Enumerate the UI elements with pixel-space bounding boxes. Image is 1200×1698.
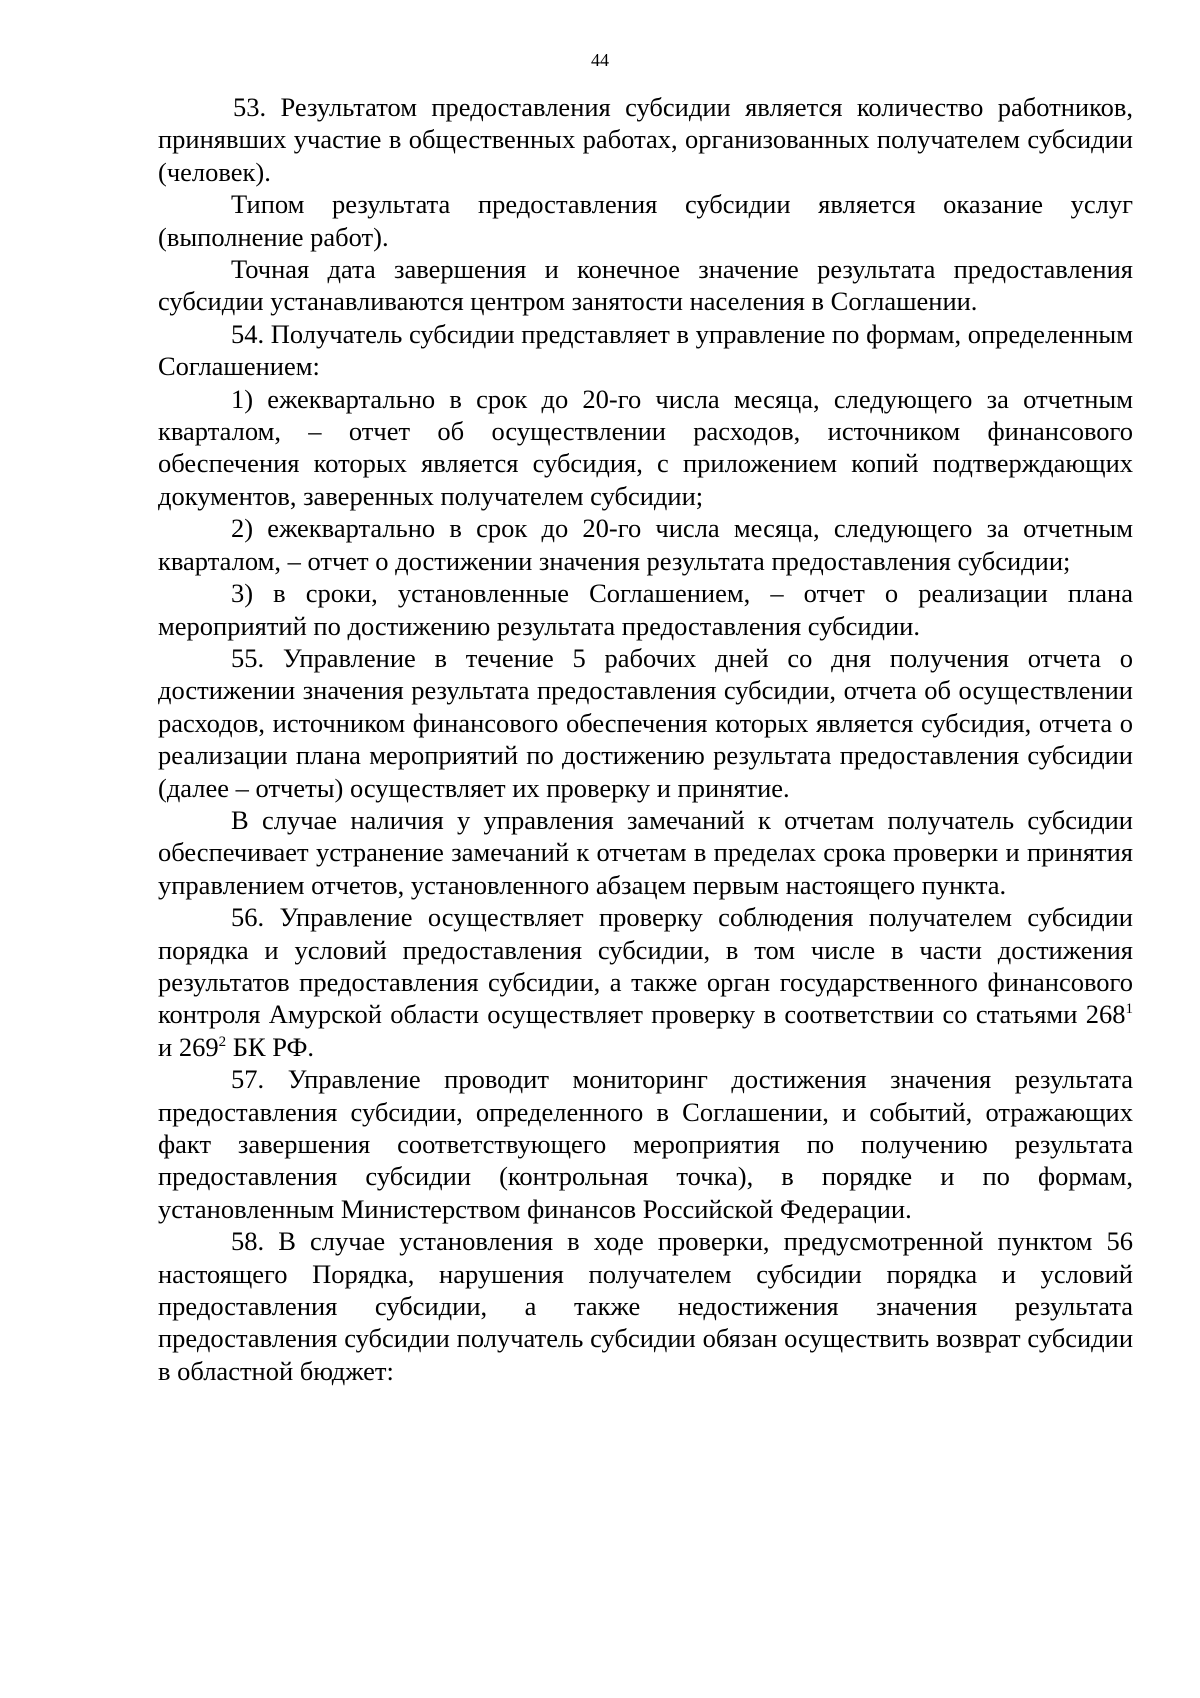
- paragraph-55: 55. Управление в течение 5 рабочих дней со дня получения отчета о достижении значения результата предоставления субсидии, отчета об осуществлении расходов, источником финансового обеспечения которых является субсидия, отчета о реализации плана мероприятий по достижению результата предоставления субсидии (далее – отчеты) осуществляет их проверку и принятие.: [158, 642, 1133, 803]
- paragraph-53-result-type: Типом результата предоставления субсидии является оказание услуг (выполнение работ).: [158, 189, 1133, 252]
- paragraph-57: 57. Управление проводит мониторинг достижения значения результата предоставления субсидии, определенного в Соглашении, и событий, отражающих факт завершения соответствующего мероприятия по получению результата предоставления субсидии (контрольная точка), в порядке и по формам, установленным Министерством финансов Российской Федерации.: [158, 1064, 1133, 1224]
- paragraph-54-item-1: 1) ежеквартально в срок до 20-го числа месяца, следующего за отчетным кварталом, – отчет об осуществлении расходов, источником финансового обеспечения которых является субсидия, с приложением копий подтверждающих документов, заверенных получателем субсидии;: [158, 383, 1133, 511]
- page-number: 44: [591, 50, 609, 70]
- paragraph-56: [158, 901, 1133, 1063]
- article-268: 268: [1085, 999, 1126, 1030]
- paragraph-58: 58. В случае установления в ходе проверки, предусмотренной пунктом 56 настоящего Порядка, нарушения получателем субсидии порядка и условий предоставления субсидии, а также недостижения значения результата предоставления субсидии получатель субсидии обязан осуществить возврат субсидии в областной бюджет:: [158, 1226, 1133, 1386]
- article-268-superscript: 1: [1125, 1001, 1133, 1018]
- paragraph-55-remarks: В случае наличия у управления замечаний к отчетам получатель субсидии обеспечивает устранение замечаний к отчетам в пределах срока проверки и принятия управлением отчетов, установленного абзацем первым настоящего пункта.: [158, 804, 1133, 900]
- paragraph-54-item-2: 2) ежеквартально в срок до 20-го числа месяца, следующего за отчетным кварталом, – отчет о достижении значения результата предоставления субсидии;: [158, 513, 1133, 576]
- paragraph-54-item-3: 3) в сроки, установленные Соглашением, – отчет о реализации плана мероприятий по достижению результата предоставления субсидии.: [158, 578, 1133, 641]
- paragraph-56-end: БК РФ.: [226, 1031, 315, 1062]
- article-269: 269: [178, 1031, 219, 1062]
- article-269-superscript: 2: [218, 1033, 227, 1050]
- paragraph-54: 54. Получатель субсидии представляет в управление по формам, определенным Соглашением:: [158, 318, 1133, 382]
- paragraph-53-result-date: Точная дата завершения и конечное значение результата предоставления субсидии устанавливаются центром занятости населения в Соглашении.: [158, 254, 1133, 317]
- paragraph-56-and: и: [158, 1031, 179, 1062]
- paragraph-56-text: 56. Управление осуществляет проверку соблюдения получателем субсидии порядка и условий предоставления субсидии, в том числе в части достижения результатов предоставления субсидии, а также орган государственного финансового контроля Амурской области осуществляет проверку в соответствии со статьями: [158, 902, 1133, 1030]
- document-body: [158, 91, 1133, 1387]
- paragraph-53: 53. Результатом предоставления субсидии является количество работников, принявших участие в общественных работах, организованных получателем субсидии (человек).: [158, 92, 1133, 187]
